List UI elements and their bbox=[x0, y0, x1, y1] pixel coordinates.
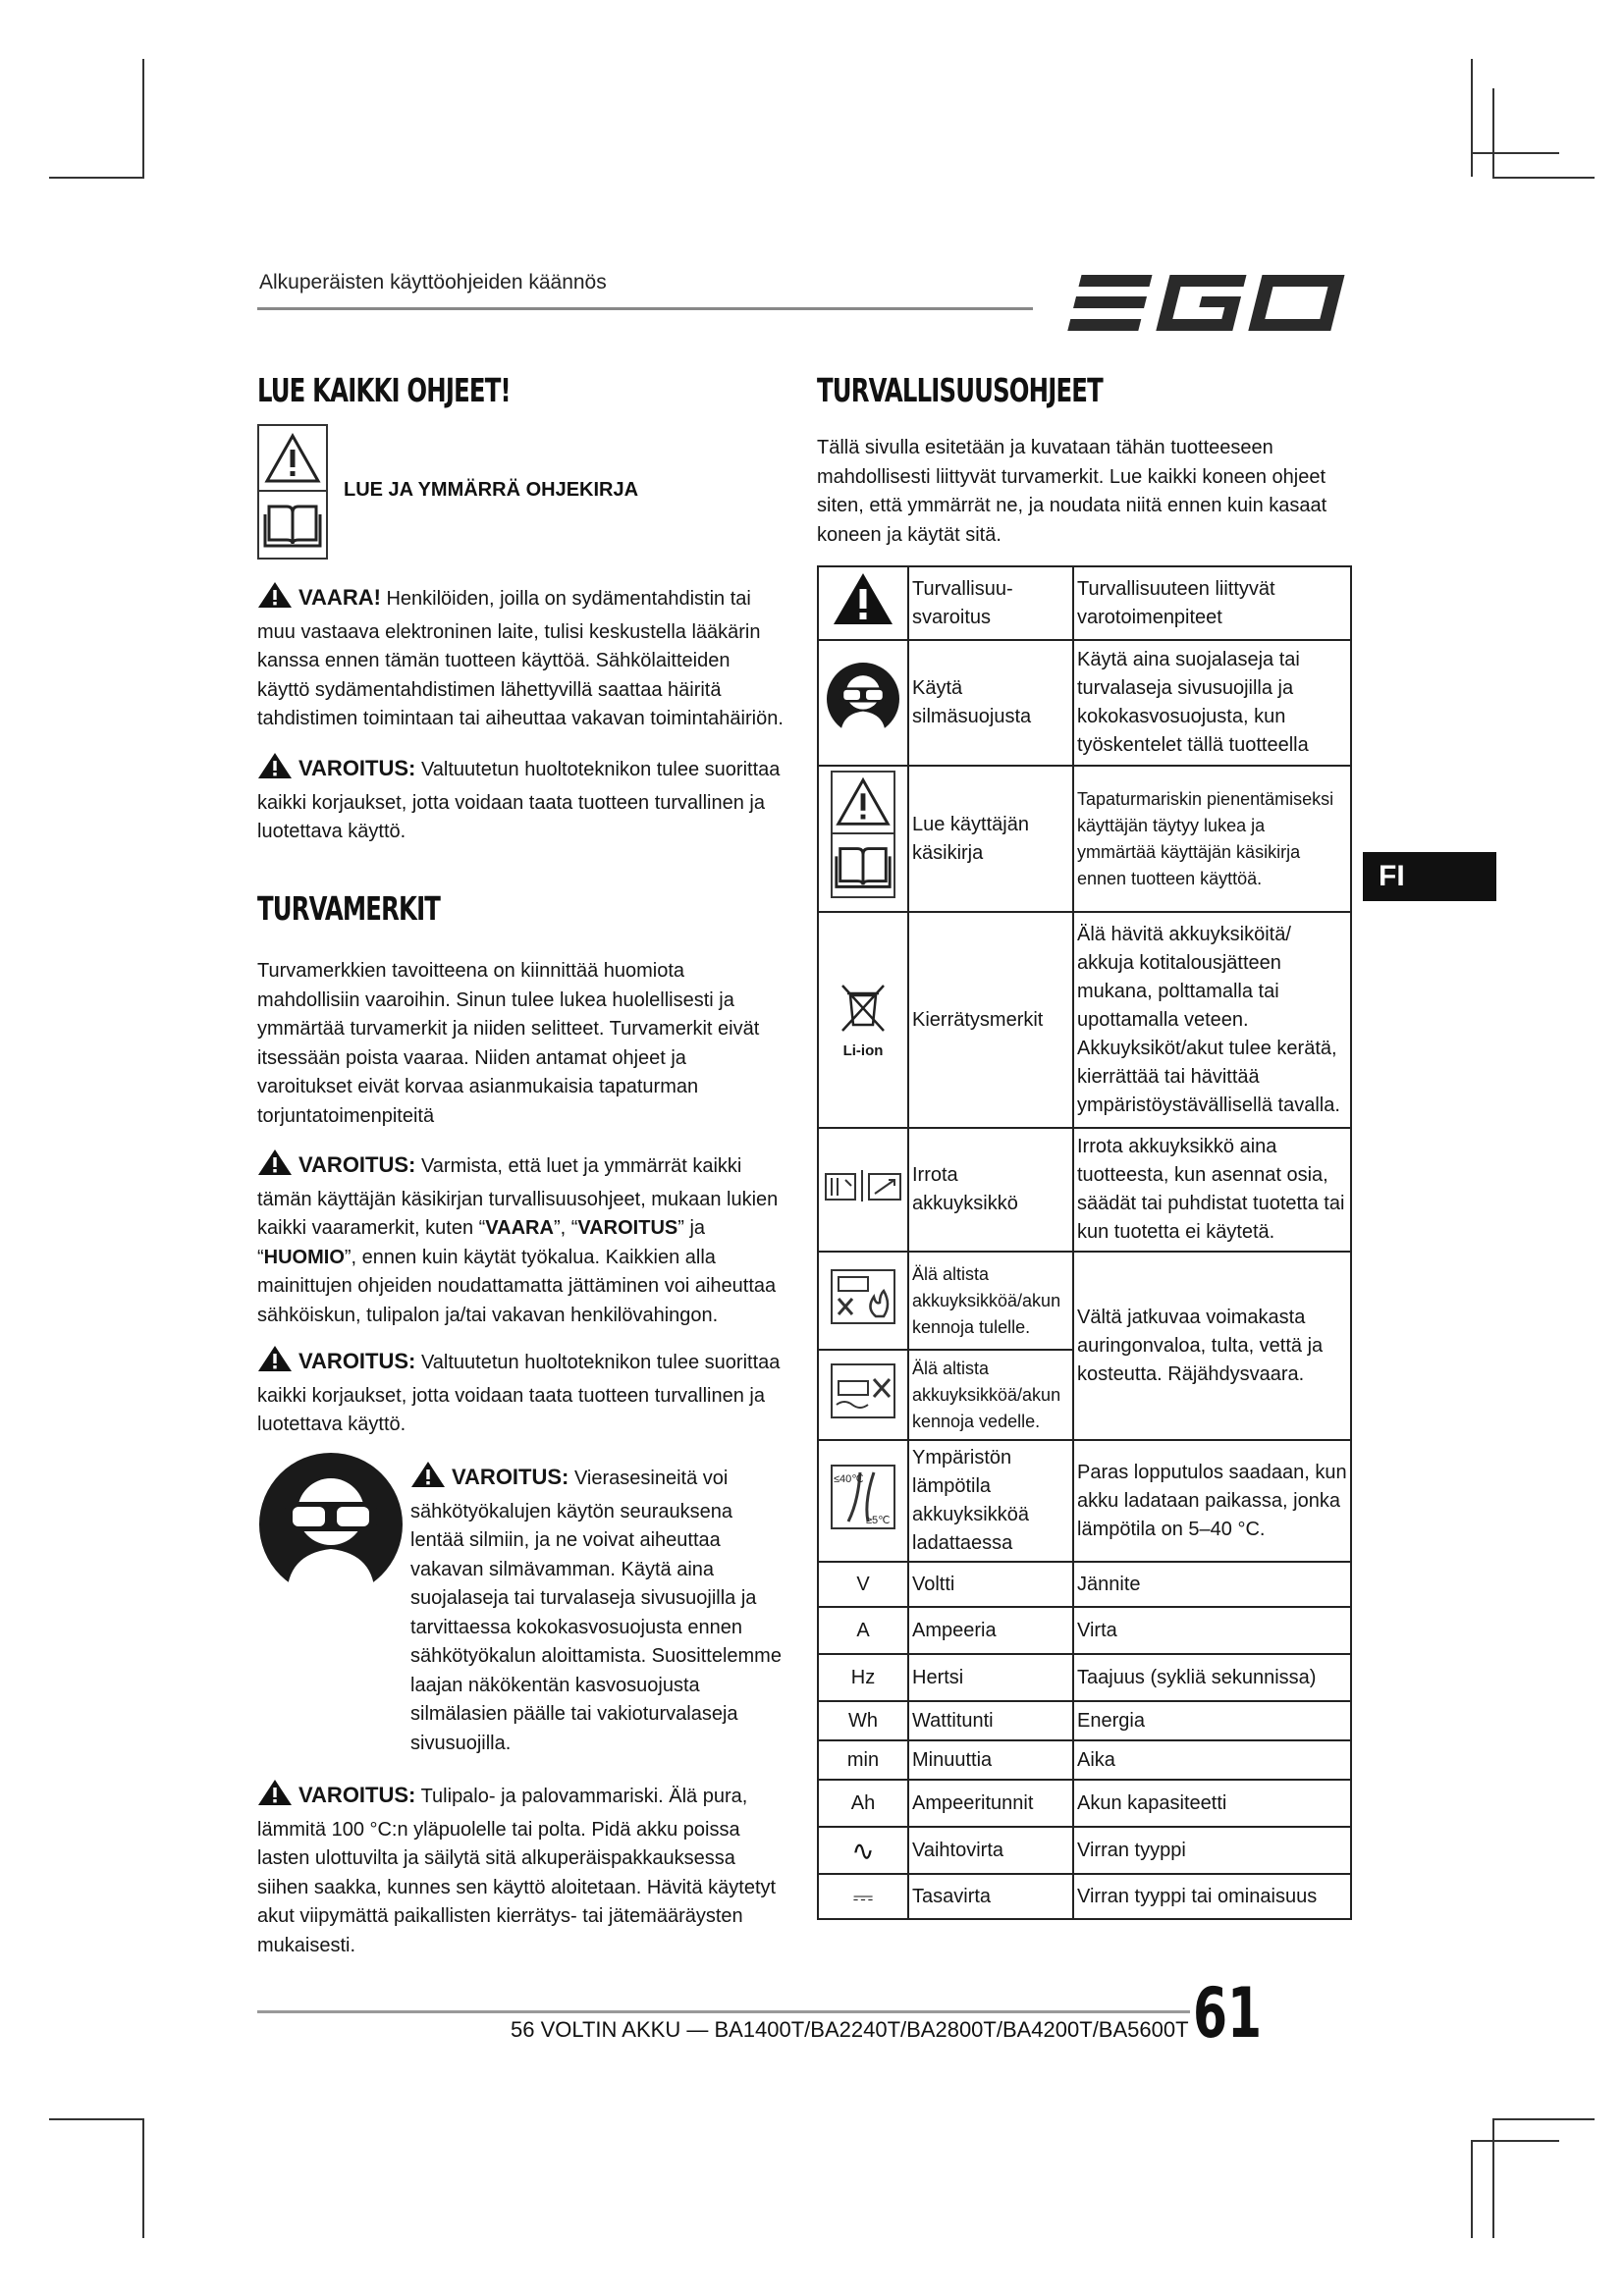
temperature-range-icon bbox=[829, 1463, 897, 1531]
unit-name: Ampeeria bbox=[908, 1607, 1073, 1654]
warning-label: VAROITUS: bbox=[298, 1783, 416, 1807]
no-fire-icon bbox=[829, 1267, 897, 1326]
table-row bbox=[818, 566, 1351, 640]
warning-paragraph-2 bbox=[257, 1148, 787, 1330]
read-instructions-title: LUE KAIKKI OHJEET! bbox=[257, 371, 511, 409]
crop-mark bbox=[1492, 177, 1595, 179]
symbol-cell bbox=[818, 1350, 908, 1440]
warning-paragraph-4 bbox=[410, 1461, 784, 1758]
warning-text: Tulipalo- ja palovammariski. Älä pura, lämmitä 100 °C:n yläpuolelle tai polta. Pidä akku poissa lasten ulottuvilta ja säilytä sitä alkuperäispakkauksessa siihen saakka, kunnes sen käyttö aloitetaan. Hävitä käytetyt akut viipymättä paikallisten kierrätys- tai jätemääräysten mukaisesti. bbox=[257, 1786, 777, 1956]
symbol-desc: Tapaturmariskin pienentämiseksi käyttäjän täytyy lukea ja ymmärtää käyttäjän käsikirja ennen tuotteen käyttöä. bbox=[1073, 766, 1351, 912]
crop-mark bbox=[1471, 59, 1473, 177]
unit-name: Ampeeritunnit bbox=[908, 1780, 1073, 1827]
footer-model-line: 56 VOLTIN AKKU — BA1400T/BA2240T/BA2800T/BA4200T/BA5600T bbox=[511, 2017, 1189, 2042]
unit-symbol: Ah bbox=[818, 1780, 908, 1827]
eye-protection-icon bbox=[257, 1451, 405, 1598]
language-tab: FI bbox=[1363, 852, 1496, 901]
symbols-intro: Turvamerkkien tavoitteena on kiinnittää huomiota mahdollisiin vaaroihin. Sinun tulee lukea huolellisesti ja ymmärtää turvamerkit ja niiden selitteet. Turvamerkit eivät itsessään poista vaaraa. Niiden antamat ohjeet ja varoitukset eivät korvaa asianmukaisia tapaturman torjuntatoimenpiteitä bbox=[257, 960, 760, 1127]
crop-mark bbox=[49, 2118, 144, 2120]
symbol-cell bbox=[818, 640, 908, 766]
crop-mark bbox=[49, 177, 144, 179]
unit-desc: Virta bbox=[1073, 1607, 1351, 1654]
table-row bbox=[818, 1252, 1351, 1350]
symbol-cell bbox=[818, 912, 908, 1128]
crop-mark bbox=[1471, 2140, 1559, 2142]
crop-mark bbox=[1471, 2140, 1473, 2238]
emphasis: VAROITUS bbox=[577, 1217, 678, 1239]
ego-logo bbox=[1055, 265, 1349, 344]
emphasis: HUOMIO bbox=[263, 1246, 345, 1268]
header-rule bbox=[257, 307, 1033, 310]
unit-desc: Energia bbox=[1073, 1701, 1351, 1740]
warning-paragraph-5 bbox=[257, 1779, 787, 1960]
symbol-cell bbox=[818, 566, 908, 640]
table-row bbox=[818, 1740, 1351, 1780]
unit-name: Wattitunti bbox=[908, 1701, 1073, 1740]
symbol-desc: Vältä jatkuvaa voimakasta auringonvaloa, tulta, vettä ja kosteutta. Räjähdysvaara. bbox=[1073, 1252, 1351, 1440]
header-subtitle: Alkuperäisten käyttöohjeiden käännös bbox=[259, 271, 607, 294]
unit-desc: Aika bbox=[1073, 1740, 1351, 1780]
warning-triangle-icon bbox=[410, 1461, 446, 1498]
danger-label: VAARA! bbox=[298, 585, 381, 610]
symbol-desc: Käytä aina suojalaseja tai turvalaseja sivusuojilla ja kokokasvosuojusta, kun työskentelet tällä tuotteella bbox=[1073, 640, 1351, 766]
warning-label: VAROITUS: bbox=[298, 756, 416, 780]
dc-symbol: ⎓ bbox=[818, 1874, 908, 1919]
warning-triangle-icon bbox=[257, 581, 293, 618]
min-temp-label: ≥5℃ bbox=[866, 1514, 891, 1526]
footer-rule bbox=[257, 2010, 1190, 2013]
crop-mark bbox=[1492, 2120, 1494, 2238]
symbol-name: Kierrätysmerkit bbox=[908, 912, 1073, 1128]
symbol-cell bbox=[818, 1252, 908, 1350]
no-water-icon bbox=[829, 1362, 897, 1420]
table-row bbox=[818, 1562, 1351, 1607]
crop-mark bbox=[1471, 152, 1559, 154]
crop-mark bbox=[142, 59, 144, 177]
unit-symbol: A bbox=[818, 1607, 908, 1654]
warning-text: ”, ennen kuin käytät työkalua. Kaikkien alla mainittujen ohjeiden noudattamatta jättäminen voi aiheuttaa sähköiskun, tulipalon ja/tai vakavan henkilövahingon. bbox=[257, 1246, 777, 1326]
warning-text: Valtuutetun huoltoteknikon tulee suorittaa kaikki korjaukset, jotta voidaan taata tuotteen turvallinen ja luotettava käyttö. bbox=[257, 1352, 781, 1435]
table-row bbox=[818, 640, 1351, 766]
manual-icon-box bbox=[257, 424, 328, 560]
warning-text: ” ja “ bbox=[257, 1217, 706, 1268]
eye-protection-icon bbox=[826, 662, 900, 736]
table-row bbox=[818, 1701, 1351, 1740]
table-row bbox=[818, 912, 1351, 1128]
crossed-bin-icon bbox=[839, 982, 888, 1035]
ac-symbol: ∿ bbox=[818, 1827, 908, 1874]
symbol-cell bbox=[818, 766, 908, 912]
symbol-cell bbox=[818, 1128, 908, 1252]
symbol-name: Älä altista akkuyksikköä/akun kennoja tulelle. bbox=[908, 1252, 1073, 1350]
safety-alert-icon bbox=[832, 571, 894, 626]
warning-text: Vierasesineitä voi sähkötyökalujen käytön seurauksena lentää silmiin, ja ne voivat aiheuttaa vakavan silmävamman. Käytä aina suojalaseja tai turvalaseja sivusuojilla ja tarvittaessa kokokasvosuojusta ennen sähkötyökalun aloittamista. Suosittelemme laajan näkökentän kasvosuojusta silmälasien päälle tai vakioturvalaseja sivusuojilla. bbox=[410, 1468, 782, 1754]
warning-label: VAROITUS: bbox=[452, 1465, 569, 1489]
symbol-desc: Turvallisuuteen liittyvät varotoimenpiteet bbox=[1073, 566, 1351, 640]
unit-symbol: Wh bbox=[818, 1701, 908, 1740]
symbol-name: Ympäristön lämpötila akkuyksikköä ladattaessa bbox=[908, 1440, 1073, 1562]
warning-label: VAROITUS: bbox=[298, 1152, 416, 1177]
warning-paragraph-1 bbox=[257, 752, 797, 847]
unit-symbol: min bbox=[818, 1740, 908, 1780]
crop-mark bbox=[1492, 88, 1494, 177]
table-row bbox=[818, 766, 1351, 912]
safety-intro: Tällä sivulla esitetään ja kuvataan tähän tuotteeseen mahdollisesti liittyvät turvamerkit. Lue kaikki koneen ohjeet siten, että ymmärrät ne, ja noudata niitä ennen kuin kasaat koneen ja käytät sitä. bbox=[817, 437, 1327, 546]
emphasis: VAARA bbox=[485, 1217, 554, 1239]
symbol-cell bbox=[818, 1440, 908, 1562]
table-row bbox=[818, 1780, 1351, 1827]
warning-paragraph-3 bbox=[257, 1345, 797, 1440]
symbol-name: Lue käyttäjän käsikirja bbox=[908, 766, 1073, 912]
symbol-name: Älä altista akkuyksikköä/akun kennoja vedelle. bbox=[908, 1350, 1073, 1440]
table-row bbox=[818, 1607, 1351, 1654]
unit-name: Tasavirta bbox=[908, 1874, 1073, 1919]
warning-text: Varmista, että luet ja ymmärrät kaikki tämän käyttäjän käsikirjan turvallisuusohjeet, mukaan lukien kaikki vaaramerkit, kuten “ bbox=[257, 1155, 779, 1239]
max-temp-label: ≤40℃ bbox=[834, 1472, 864, 1485]
manual-label: LUE JA YMMÄRRÄ OHJEKIRJA bbox=[344, 479, 639, 501]
unit-name: Vaihtovirta bbox=[908, 1827, 1073, 1874]
warning-triangle-icon bbox=[257, 752, 293, 789]
unit-name: Voltti bbox=[908, 1562, 1073, 1607]
symbol-desc: Älä hävitä akkuyksiköitä/ akkuja kotitalousjätteen mukana, polttamalla tai upottamalla veteen. Akkuyksiköt/akut tulee kerätä, kierrättää tai hävittää ympäristöystävällisellä tavalla. bbox=[1073, 912, 1351, 1128]
warning-triangle-icon bbox=[259, 426, 326, 558]
danger-paragraph bbox=[257, 581, 787, 734]
crop-mark bbox=[142, 2120, 144, 2238]
symbol-name: Irrota akkuyksikkö bbox=[908, 1128, 1073, 1252]
unit-symbol: V bbox=[818, 1562, 908, 1607]
unit-desc: Jännite bbox=[1073, 1562, 1351, 1607]
symbol-desc: Irrota akkuyksikkö aina tuotteesta, kun asennat osia, säädät tai puhdistat tuotetta tai kun tuotetta ei käytetä. bbox=[1073, 1128, 1351, 1252]
safety-symbols-title: TURVAMERKIT bbox=[257, 889, 441, 928]
page-number: 61 bbox=[1193, 1973, 1263, 2054]
symbol-name: Käytä silmäsuojusta bbox=[908, 640, 1073, 766]
table-row bbox=[818, 1128, 1351, 1252]
warning-triangle-icon bbox=[257, 1148, 293, 1186]
symbol-name: Turvallisuu-svaroitus bbox=[908, 566, 1073, 640]
unit-desc: Virran tyyppi bbox=[1073, 1827, 1351, 1874]
table-row bbox=[818, 1440, 1351, 1562]
unit-desc: Taajuus (sykliä sekunnissa) bbox=[1073, 1654, 1351, 1701]
unit-desc: Virran tyyppi tai ominaisuus bbox=[1073, 1874, 1351, 1919]
li-ion-label: Li-ion bbox=[842, 1041, 884, 1059]
warning-text: ”, “ bbox=[553, 1217, 578, 1239]
warning-triangle-icon bbox=[257, 1779, 293, 1816]
warning-triangle-icon bbox=[257, 1345, 293, 1382]
symbol-desc: Paras lopputulos saadaan, kun akku ladataan paikassa, jonka lämpötila on 5–40 °C. bbox=[1073, 1440, 1351, 1562]
crop-mark bbox=[1492, 2118, 1595, 2120]
read-manual-icon bbox=[831, 771, 895, 898]
unit-name: Minuuttia bbox=[908, 1740, 1073, 1780]
danger-text: Henkilöiden, joilla on sydämentahdistin tai muu vastaava elektroninen laite, tulisi keskustella lääkärin kanssa ennen tämän tuotteen käyttöä. Sähkölaitteiden käyttö sydämentahdistimen lähettyvillä saattaa häiritä tahdistimen toimintaan tai aiheuttaa vakavan toimintahäiriön. bbox=[257, 588, 784, 729]
symbols-table bbox=[817, 565, 1352, 1920]
unit-symbol: Hz bbox=[818, 1654, 908, 1701]
table-row bbox=[818, 1654, 1351, 1701]
remove-battery-icon bbox=[822, 1166, 904, 1205]
unit-desc: Akun kapasiteetti bbox=[1073, 1780, 1351, 1827]
table-row bbox=[818, 1827, 1351, 1874]
warning-label: VAROITUS: bbox=[298, 1349, 416, 1373]
warning-text: Valtuutetun huoltoteknikon tulee suorittaa kaikki korjaukset, jotta voidaan taata tuotteen turvallinen ja luotettava käyttö. bbox=[257, 759, 781, 842]
unit-name: Hertsi bbox=[908, 1654, 1073, 1701]
table-row bbox=[818, 1874, 1351, 1919]
safety-instructions-title: TURVALLISUUSOHJEET bbox=[817, 371, 1103, 409]
